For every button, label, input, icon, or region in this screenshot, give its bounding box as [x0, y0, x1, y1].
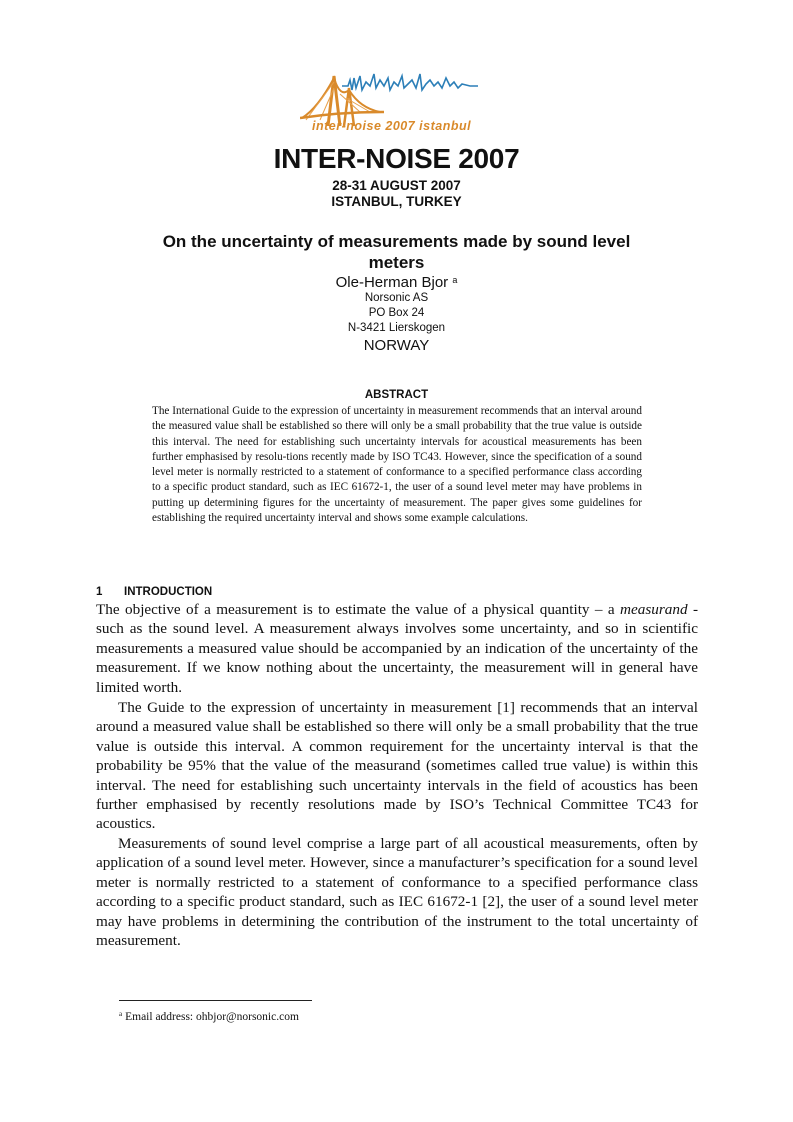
- conference-title: INTER-NOISE 2007: [273, 143, 520, 174]
- footnote: [119, 1011, 299, 1023]
- author-name: Ole-Herman Bjor: [335, 274, 449, 291]
- section-heading: [96, 586, 212, 598]
- author-line: [0, 274, 793, 291]
- paragraph-3: Measurements of sound level comprise a large part of all acoustical measurements, often by application of a sound level meter. However, since a manufacturer’s specification for a sound level meter is normally restricted to a statement of conformance to a specified performance class according to a specific product standard, such as IEC 61672-1 [2], the user of a sound level meter may have problems in determining the contribution of the instrument to the total uncertainty of measurement.: [96, 835, 698, 950]
- footnote-marker: a: [119, 1010, 123, 1018]
- affiliation-org: Norsonic AS: [364, 292, 429, 304]
- footnote-divider: [119, 1000, 312, 1001]
- affiliation-country: NORWAY: [363, 337, 430, 354]
- paper-title: On the uncertainty of measurements made by sound level meters: [162, 232, 631, 272]
- abstract-text: The International Guide to the expression of uncertainty in measurement recommends that an interval around the measured value shall be established so there will only be a small probability that the true value is outside this interval. The need for establishing such uncertainty intervals for acoustical measurements has been further emphasised by resolu-tions recently made by ISO TC43. However, since the specification of a sound level meter is normally restricted to a statement of conformance to a specified performance class according to a specific product standard, such as IEC 61672-1, the user of a sound level meter may have problems in putting up determining figures for the uncertainty of measurement. The paper gives some guidelines for establishing the required uncertainty interval and shows some example calculations.: [152, 405, 642, 525]
- footnote-text: Email address: ohbjor@norsonic.com: [125, 1011, 299, 1023]
- paragraph-1-text-a: The objective of a measurement is to estimate the value of a physical quantity – a: [96, 601, 621, 618]
- measurand-term: measurand: [620, 601, 688, 618]
- paragraph-1: [96, 600, 698, 697]
- paragraph-2: The Guide to the expression of uncertainty in measurement [1] recommends that an interval around a measured value shall be established so there will only be a small probability that the true value is outside this interval. A common requirement for the uncertainty interval is that the probability be 95% that the value of the measurand (sometimes called true value) is within this interval. The need for establishing such uncertainty intervals in the field of acoustics has been further emphasised by recently resolutions made by ISO’s Technical Committee TC43 for acoustics.: [96, 699, 698, 833]
- paragraph-1-text-b: - such as the sound level. A measurement always involves some uncertainty, and so in scientific measurements a measured value should be accompanied by an indication of the uncertainty of the measurement. If we know nothing about the uncertainty, the measurement will in general have limited worth.: [96, 601, 698, 696]
- section-number: 1: [96, 586, 103, 598]
- section-title: INTRODUCTION: [124, 586, 213, 598]
- abstract-heading: ABSTRACT: [364, 389, 429, 401]
- conference-place: ISTANBUL, TURKEY: [331, 194, 462, 209]
- affiliation-po-box: PO Box 24: [368, 307, 425, 319]
- author-footnote-marker: a: [452, 275, 458, 285]
- affiliation-city: N-3421 Lierskogen: [347, 322, 446, 334]
- conference-date: 28-31 AUGUST 2007: [332, 178, 461, 193]
- conference-logo-text: inter-noise 2007 istanbul: [312, 119, 472, 133]
